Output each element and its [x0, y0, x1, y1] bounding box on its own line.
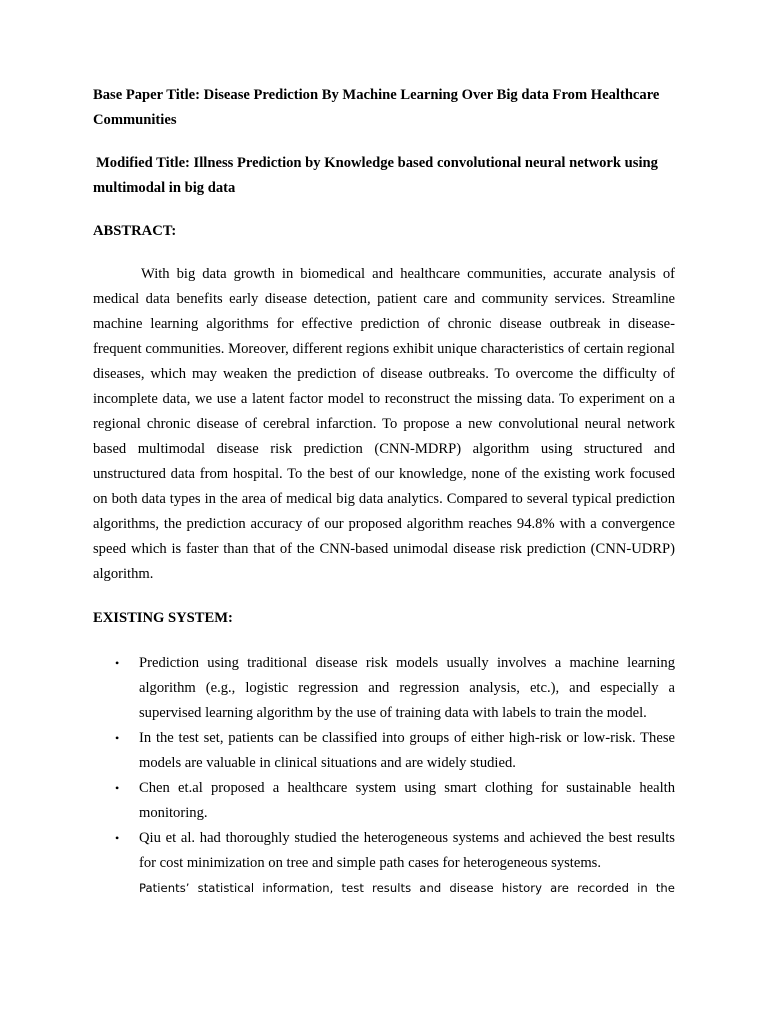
list-item: [93, 776, 675, 826]
list-item-text: Chen et.al proposed a healthcare system using smart clothing for sustainable health monitoring.: [139, 780, 675, 821]
existing-system-list: [93, 651, 675, 901]
base-paper-title: Base Paper Title: Disease Prediction By Machine Learning Over Big data From Healthcare Communities: [93, 87, 660, 128]
list-item: [93, 651, 675, 726]
bullet-icon: •: [115, 781, 120, 795]
list-item-continuation: Patients’ statistical information, test results and disease history are recorded in the: [139, 881, 675, 895]
list-item-text: Qiu et al. had thoroughly studied the heterogeneous systems and achieved the best results for cost minimization on tree and simple path cases for heterogeneous systems.: [139, 830, 675, 871]
abstract-heading: ABSTRACT:: [93, 223, 177, 239]
list-item: [93, 826, 675, 901]
bullet-icon: •: [115, 731, 120, 745]
bullet-icon: •: [115, 656, 120, 670]
list-item-text: Prediction using traditional disease risk models usually involves a machine learning algorithm (e.g., logistic regression and regression analysis, etc.), and especially a supervised learning algorithm by the use of training data with labels to train the model.: [139, 655, 675, 721]
modified-title: Modified Title: Illness Prediction by Knowledge based convolutional neural network using multimodal in big data: [93, 155, 658, 196]
document-content: [93, 83, 675, 901]
existing-system-heading: EXISTING SYSTEM:: [93, 610, 233, 626]
abstract-paragraph: With big data growth in biomedical and healthcare communities, accurate analysis of medical data benefits early disease detection, patient care and community services. Streamline machine learning algorithms for effective prediction of chronic disease outbreak in disease-frequent communities. Moreover, different regions exhibit unique characteristics of certain regional diseases, which may weaken the prediction of disease outbreaks. To overcome the difficulty of incomplete data, we use a latent factor model to reconstruct the missing data. To experiment on a regional chronic disease of cerebral infarction. To propose a new convolutional neural network based multimodal disease risk prediction (CNN-MDRP) algorithm using structured and unstructured data from hospital. To the best of our knowledge, none of the existing work focused on both data types in the area of medical big data analytics. Compared to several typical prediction algorithms, the prediction accuracy of our proposed algorithm reaches 94.8% with a convergence speed which is faster than that of the CNN-based unimodal disease risk prediction (CNN-UDRP) algorithm.: [93, 266, 675, 582]
bullet-icon: •: [115, 831, 120, 845]
list-item-text: In the test set, patients can be classified into groups of either high-risk or low-risk. These models are valuable in clinical situations and are widely studied.: [139, 730, 675, 771]
list-item: [93, 726, 675, 776]
